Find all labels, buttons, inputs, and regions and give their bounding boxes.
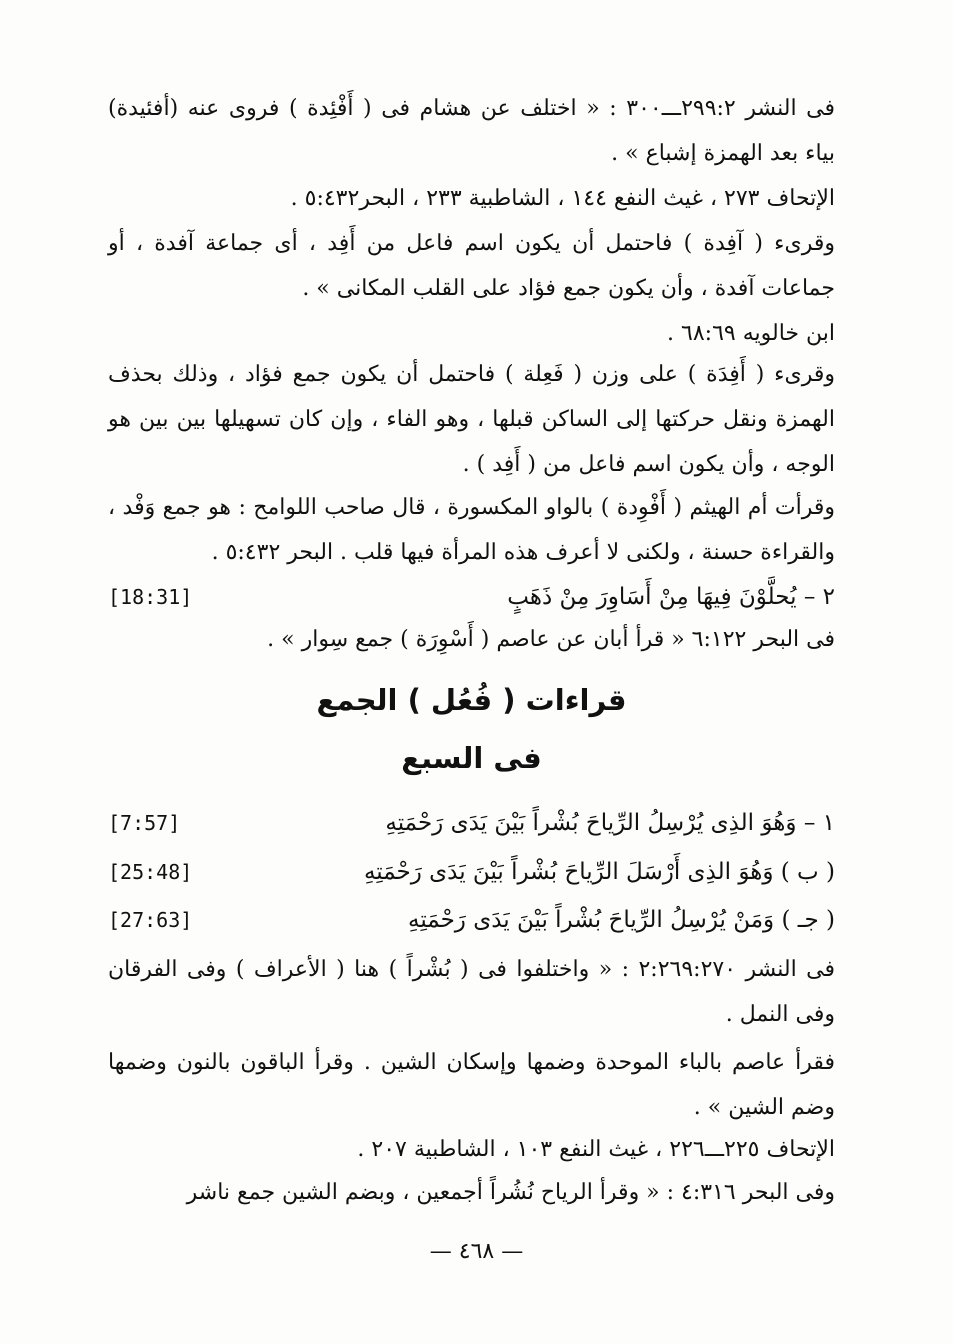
paragraph-umm-haytham: وقرأت أم الهيثم ( أَفْوِدة ) بالواو المكسورة ، قال صاحب اللوامح : هو جمع وَفْد ، والقراءة حسنة ، ولكنى لا أعرف هذه المرأة فيها قلب . البحر ٥:٤٣٢ . [108,495,835,565]
verse-reference: [27:63] [108,908,193,932]
section-subtitle: فى السبع [401,741,542,775]
page-number: — ٤٦٨ — [429,1239,524,1264]
paragraph-references-2: الإتحاف ٢٢٥ـــ٢٢٦ ، غيث النفع ١٠٣ ، الشاطبية ٢٠٧ . [357,1137,835,1162]
paragraph-bahr-nushura: وفى البحر ٤:٣١٦ : « وقرأ الرياح نُشُراً أجمعين ، وبضم الشين جمع ناشر [186,1180,835,1205]
paragraph-bahr-aban: فى البحر ٦:١٢٢ « قرأ أبان عن عاصم ( أَسْوِرَة ) جمع سِوار » . [267,627,835,652]
verse-reference: [7:57] [108,811,181,835]
verse-reference: [18:31] [108,585,193,609]
quran-verse [108,898,835,943]
paragraph-references-1: الإتحاف ٢٧٣ ، غيث النفع ١٤٤ ، الشاطبية ٢٣٣ ، البحر٥:٤٣٢ . [290,186,835,211]
paragraph-asim-reading: فقرأ عاصم بالباء الموحدة وضمها وإسكان الشين . وقرأ الباقون بالنون وضمها وضم الشين » . [108,1050,835,1120]
paragraph-nashr-afida: فى النشر ٢٩٩:٢ـــ٣٠٠ : « اختلف عن هشام فى ( أَفْئِدة ) فروى عنه (أفئيدة) بياء بعد الهمزة إشباع » . [108,96,835,166]
paragraph-afida-wazn: وقرىء ( أَفِدَة ) على وزن ( فَعِلة ) فاحتمل أن يكون جمع فؤاد ، وذلك بحذف الهمزة ونقل حركتها إلى الساكن قبلها ، وهو الفاء ، وإن كان تسهيلها بين بين هو الوجه ، وأن يكون اسم فاعل من ( أَفِد ) . [108,362,835,477]
quran-verse [108,575,835,620]
paragraph-ibn-khalawayh: ابن خالويه ٦٨:٦٩ . [667,321,835,346]
verse-text: ٢ – يُحلَّوْنَ فِيهَا مِنْ أَسَاوِرَ مِنْ ذَهَبٍ [507,584,835,610]
quran-verse [108,801,835,846]
paragraph-nashr-bushra: فى النشر ٢:٢٦٩:٢٧٠ : « واختلفوا فى ( بُشْراً ) هنا ( الأعراف ) وفى الفرقان وفى النمل . [108,957,836,1027]
section-title: قراءات ( فُعُل ) الجمع [316,683,627,717]
paragraph-afida-qira: وقرىء ( آفِدة ) فاحتمل أن يكون اسم فاعل من أَفِد ، أى جماعة آفدة ، أو جماعات آفدة ، وأن يكون جمع فؤاد على القلب المكانى » . [108,231,835,301]
quran-verse [108,850,835,895]
verse-text: ( جـ ) وَمَنْ يُرْسِلُ الرِّياحَ بُشْراً بَيْنَ يَدَى رَحْمَتِهِ [408,907,835,933]
verse-text: ١ – وَهُوَ الذِى يُرْسِلُ الرِّياحَ بُشْراً بَيْنَ يَدَى رَحْمَتِهِ [385,810,835,836]
verse-reference: [25:48] [108,860,193,884]
verse-text: ( ب ) وَهُوَ الذِى أَرْسَلَ الرِّياحَ بُشْراً بَيْنَ يَدَى رَحْمَتِهِ [363,859,835,885]
